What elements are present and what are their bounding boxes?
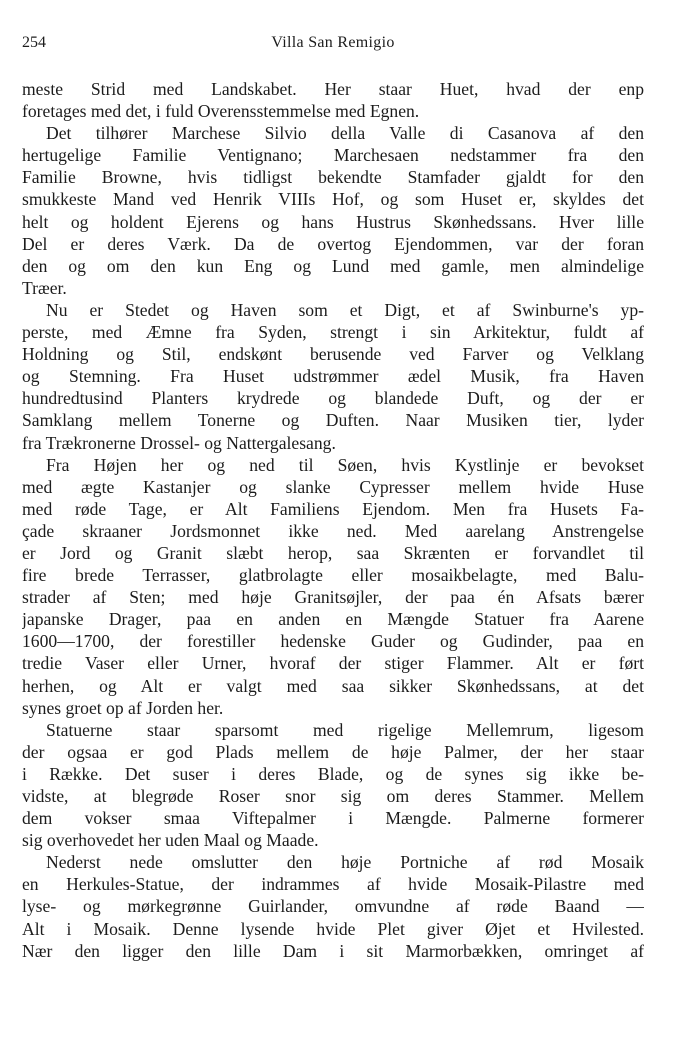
text-line: japanske Drager, paa en anden en Mængde Statuer fra Aarene: [22, 609, 644, 630]
text-line: der ogsaa er god Plads mellem de høje Palmer, der her staar: [22, 741, 644, 762]
text-line: Alt i Mosaik. Denne lysende hvide Plet giver Øjet et Hvilested.: [22, 918, 644, 939]
text-line: er Jord og Granit slæbt herop, saa Skrænten er forvandlet til: [22, 542, 644, 563]
running-title: Villa San Remigio: [271, 34, 395, 51]
text-line: synes groet op af Jorden her.: [22, 697, 224, 718]
text-line: fire brede Terrasser, glatbrolagte eller mosaikbelagte, med Balu-: [22, 565, 644, 586]
text-line: 1600—1700, der forestiller hedenske Guder og Gudinder, paa en: [22, 631, 644, 652]
text-line: strader af Sten; med høje Granitsøjler, der paa én Afsats bærer: [22, 587, 644, 608]
text-line: fra Trækronerne Drossel- og Nattergalesang.: [22, 432, 336, 453]
text-line: Nær den ligger den lille Dam i sit Marmorbækken, omringet af: [22, 940, 644, 961]
text-line: çade skraaner Jordsmonnet ikke ned. Med aarelang Anstrengelse: [22, 520, 644, 541]
text-line: vidste, at blegrøde Roser snor sig om deres Stammer. Mellem: [22, 786, 644, 806]
text-line: Fra Højen her og ned til Søen, hvis Kystlinje er bevokset: [46, 454, 644, 475]
text-line: foretages med det, i fuld Overensstemmelse med Egnen.: [22, 101, 420, 122]
text-line: Samklang mellem Tonerne og Duften. Naar Musiken tier, lyder: [22, 410, 644, 431]
text-line: herhen, og Alt er valgt med saa sikker Skønhedssans, at det: [22, 675, 644, 696]
text-line: Statuerne staar sparsomt med rigelige Mellemrum, ligesom: [46, 719, 644, 740]
text-line: dem vokser smaa Viftepalmer i Mængde. Palmerne formerer: [22, 808, 644, 829]
page-header: [22, 34, 644, 58]
text-line: Del er deres Værk. Da de overtog Ejendommen, var der foran: [22, 233, 644, 254]
text-line: Det tilhører Marchese Silvio della Valle di Casanova af den: [46, 123, 644, 144]
text-line: Nederst nede omslutter den høje Portniche af rød Mosaik: [46, 852, 644, 873]
text-line: hundredtusind Planters krydrede og blandede Duft, og der er: [22, 388, 644, 409]
text-line: og Stemning. Fra Huset udstrømmer ædel Musik, fra Haven: [22, 366, 644, 387]
text-line: en Herkules-Statue, der indrammes af hvide Mosaik-Pilastre med: [22, 874, 644, 895]
text-line: Nu er Stedet og Haven som et Digt, et af Swinburne's yp-: [46, 299, 644, 320]
text-line: Holdning og Stil, endskønt berusende ved Farver og Velklang: [22, 344, 644, 365]
text-line: smukkeste Mand ved Henrik VIIIs Hof, og som Huset er, skyldes det: [22, 189, 644, 210]
text-line: den og om den kun Eng og Lund med gamle, men almindelige: [22, 255, 644, 276]
text-line: i Række. Det suser i deres Blade, og de synes sig ikke be-: [22, 763, 644, 784]
text-line: hertugelige Familie Ventignano; Marchesaen nedstammer fra den: [22, 145, 644, 166]
text-line: helt og holdent Ejerens og hans Hustrus Skønhedssans. Hver lille: [22, 211, 644, 232]
page-number: 254: [22, 34, 46, 51]
text-line: med ægte Kastanjer og slanke Cypresser mellem hvide Huse: [22, 476, 644, 497]
text-line: sig overhovedet her uden Maal og Maade.: [22, 830, 319, 851]
text-line: Træer.: [22, 277, 67, 298]
text-line: tredie Vaser eller Urner, hvoraf der stiger Flammer. Alt er ført: [22, 653, 644, 674]
text-line: Familie Browne, hvis tidligst bekendte Stamfader gjaldt for den: [22, 167, 644, 188]
body-text: [22, 78, 644, 962]
text-line: med røde Tage, er Alt Familiens Ejendom. Men fra Husets Fa-: [22, 498, 644, 519]
text-line: perste, med Æmne fra Syden, strengt i sin Arkitektur, fuldt af: [22, 322, 644, 343]
text-line: meste Strid med Landskabet. Her staar Huet, hvad der enp: [22, 79, 644, 99]
text-line: lyse- og mørkegrønne Guirlander, omvundne af røde Baand —: [22, 896, 644, 917]
